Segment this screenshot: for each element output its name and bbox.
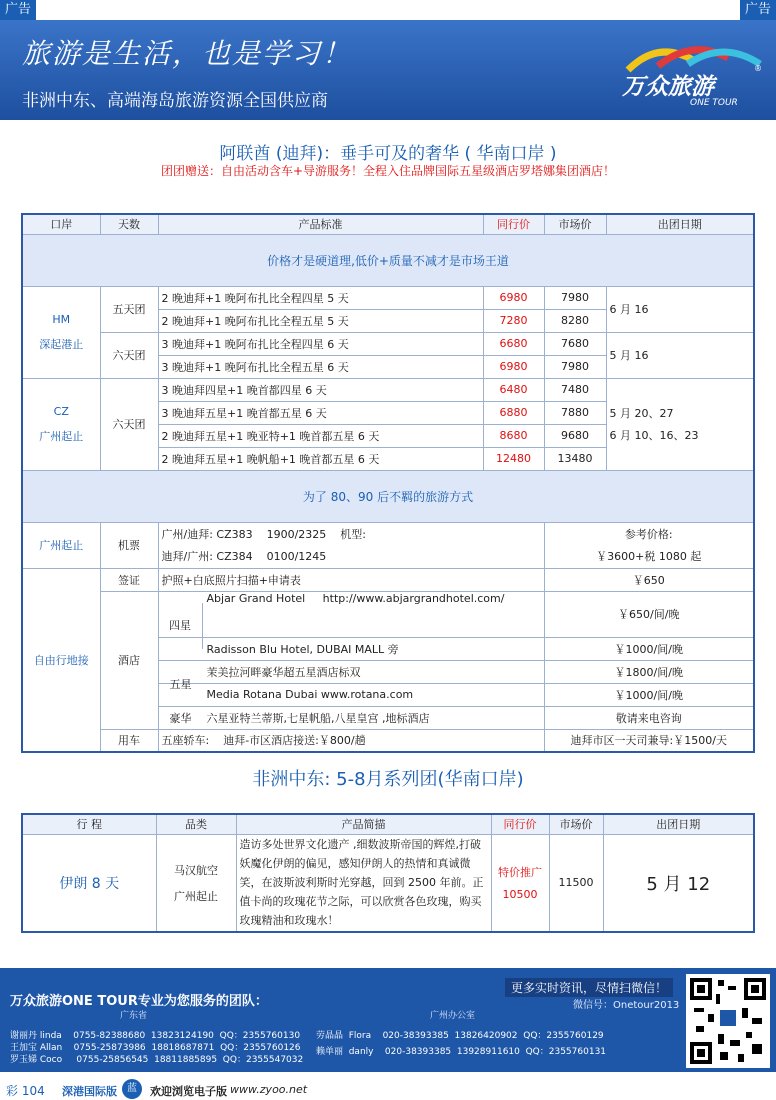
flight-info: 广州/迪拜: CZ383 1900/2325 机型: 迪拜/广州: CZ384 0100/1245 [158,522,544,568]
th-market-price: 市场价 [544,214,606,234]
hm-row-3-market: 7680 [544,332,606,355]
iran-route: 伊朗 8 天 [22,834,156,932]
logo-en: ONE TOUR [690,98,738,108]
hm-row-4-market: 7980 [544,355,606,378]
visa-label: 签证 [100,568,158,591]
contact-left-1: 谢丽丹 linda 0755-82388680 13823124190 QQ：2355760130 [10,1031,301,1041]
logo-reg: ® [754,64,762,73]
hotel-row-5-price: 敬请来电咨询 [544,706,754,729]
hotel-label: 酒店 [100,591,158,729]
th2-category: 品类 [156,814,236,834]
cz-row-2-market: 7880 [544,401,606,424]
th-standard: 产品标准 [158,214,483,234]
hotel-row-4-price: ￥1000/间/晚 [544,683,754,706]
hotel-row-1: 四星Abjar Grand Hotel http://www.abjargrandhotel.com/ [158,591,544,637]
hotel-row-4: Media Rotana Dubai www.rotana.com [158,683,544,706]
hm-date-a: 6 月 16 [606,286,754,332]
iran-desc: 造访多处世界文化遗产 ,细数波斯帝国的辉煌,打破妖魔化伊朗的偏见，感知伊朗人的热情和真诚微笑，在波斯波利斯时光穿越，回到 2500 年前。正值卡尚的玫瑰花节之际，可以欣赏各色玫瑰，购买玫瑰精油和玫瑰水！ [236,834,491,932]
car-label: 用车 [100,729,158,752]
hm-port: HM 深起港止 [22,286,100,378]
region-gd: 广东省 [120,1011,148,1021]
hm-six-day: 六天团 [100,332,158,378]
th2-route: 行 程 [22,814,156,834]
hotel-row-2-price: ￥1000/间/晚 [544,637,754,660]
section1-promo: 团团赠送：自由活动含车+导游服务！全程入住品牌国际五星级酒店罗塔娜集团酒店！ [160,164,616,178]
ad-tag-right: 广告 [740,0,776,20]
visa-price: ￥650 [544,568,754,591]
iran-market: 11500 [549,834,603,932]
cz-row-4-market: 13480 [544,447,606,470]
hm-date-b: 5 月 16 [606,332,754,378]
car-desc: 五座轿车: 迪拜-市区酒店接送:￥800/趟 [158,729,544,752]
iran-table [21,813,755,933]
iran-date: 5 月 12 [603,834,754,932]
flight-port: 广州起止 [22,522,100,568]
hotel-row-3-price: ￥1800/间/晚 [544,660,754,683]
cz-row-1-trade: 6480 [483,378,544,401]
hotel-row-3: 五星茉美拉河畔豪华超五星酒店标双 [158,660,544,683]
cz-row-3: 2 晚迪拜五星+1 晚亚特+1 晚首都五星 6 天 [158,424,483,447]
hm-row-3-trade: 6680 [483,332,544,355]
footer-title: 万众旅游ONE TOUR专业为您服务的团队： [10,994,268,1009]
cz-row-1: 3 晚迪拜四星+1 晚首都四星 6 天 [158,378,483,401]
ad-tag-left: 广告 [0,0,36,20]
th2-date: 出团日期 [603,814,754,834]
visa-desc: 护照+白底照片扫描+申请表 [158,568,544,591]
edition: 深港国际版 [62,1085,117,1098]
iran-trade: 特价推广 10500 [491,834,549,932]
contact-right-2: 赖单丽 danly 020-38393385 13928911610 QQ：2355760131 [316,1047,607,1057]
hotel-row-2: Radisson Blu Hotel, DUBAI MALL 旁 [158,637,544,660]
cz-row-1-market: 7480 [544,378,606,401]
hm-row-1-market: 7980 [544,286,606,309]
qr-code-icon [686,974,770,1068]
th-days: 天数 [100,214,158,234]
th-port: 口岸 [22,214,100,234]
footer [0,968,776,1072]
logo-text: 万众旅游 [622,74,714,100]
hm-row-4-trade: 6980 [483,355,544,378]
hm-row-2: 2 晚迪拜+1 晚阿布扎比全程五星 5 天 [158,309,483,332]
band-1: 价格才是硬道理,低价+质量不减才是市场王道 [22,234,754,286]
region-gz: 广州办公室 [430,1011,476,1021]
th2-market: 市场价 [549,814,603,834]
section2-title: 非洲中东: 5-8月系列团(华南口岸) [252,769,524,790]
hm-row-4: 3 晚迪拜+1 晚阿布扎比全程五星 6 天 [158,355,483,378]
iran-category: 马汉航空 广州起止 [156,834,236,932]
th2-desc: 产品简描 [236,814,491,834]
page-number: 彩 104 [6,1084,45,1098]
th-trade-price: 同行价 [483,214,544,234]
contact-left-3: 罗玉娣 Coco 0755-25856545 18811885895 QQ：2355547032 [10,1055,304,1065]
free-label: 自由行地接 [22,568,100,752]
cz-row-4: 2 晚迪拜五星+1 晚帆船+1 晚首都五星 6 天 [158,447,483,470]
contact-right-1: 劳晶晶 Flora 020-38393385 13826420902 QQ：2355760129 [316,1031,604,1041]
uae-table [21,213,755,753]
banner [0,20,776,120]
cz-port: CZ 广州起止 [22,378,100,470]
edition-badge-icon: 蓝 [122,1079,142,1099]
table-header [22,214,754,234]
cz-row-2: 3 晚迪拜五星+1 晚首都五星 6 天 [158,401,483,424]
footer-wechat: 微信号：Onetour2013 [573,1000,680,1011]
car-price: 迪拜市区一天司兼导:￥1500/天 [544,729,754,752]
hm-row-1: 2 晚迪拜+1 晚阿布扎比全程四星 5 天 [158,286,483,309]
cz-row-4-trade: 12480 [483,447,544,470]
bottom-text: 欢迎浏览电子版 [150,1085,227,1098]
footer-more: 更多实时资讯，尽情扫微信！ [505,978,673,997]
cz-dates: 5 月 20、27 6 月 10、16、23 [606,378,754,470]
cz-row-2-trade: 6880 [483,401,544,424]
hotel-row-5: 豪华 六星亚特兰蒂斯,七星帆船,八星皇宫 ,地标酒店 [158,706,544,729]
hm-row-3: 3 晚迪拜+1 晚阿布扎比全程四星 6 天 [158,332,483,355]
band-2: 为了 80、90 后不羁的旅游方式 [22,470,754,522]
cz-six-day: 六天团 [100,378,158,470]
hm-five-day: 五天团 [100,286,158,332]
hm-row-1-trade: 6980 [483,286,544,309]
flight-price: 参考价格: ￥3600+税 1080 起 [544,522,754,568]
contact-left-2: 王加宝 Allan 0755-25873986 18818687871 QQ：2355760126 [10,1043,301,1053]
banner-subtitle: 非洲中东、高端海岛旅游资源全国供应商 [22,91,328,111]
banner-slogan: 旅游是生活，也是学习！ [22,37,353,70]
th2-trade: 同行价 [491,814,549,834]
section1-title: 阿联酋 (迪拜)：垂手可及的奢华 ( 华南口岸 ) [219,144,557,164]
flight-type: 机票 [100,522,158,568]
th-date: 出团日期 [606,214,754,234]
cz-row-3-trade: 8680 [483,424,544,447]
bottom-url[interactable]: www.zyoo.net [230,1083,308,1096]
hm-row-2-trade: 7280 [483,309,544,332]
bottom-bar [0,1078,776,1100]
hm-row-2-market: 8280 [544,309,606,332]
cz-row-3-market: 9680 [544,424,606,447]
hotel-row-1-price: ￥650/间/晚 [544,591,754,637]
